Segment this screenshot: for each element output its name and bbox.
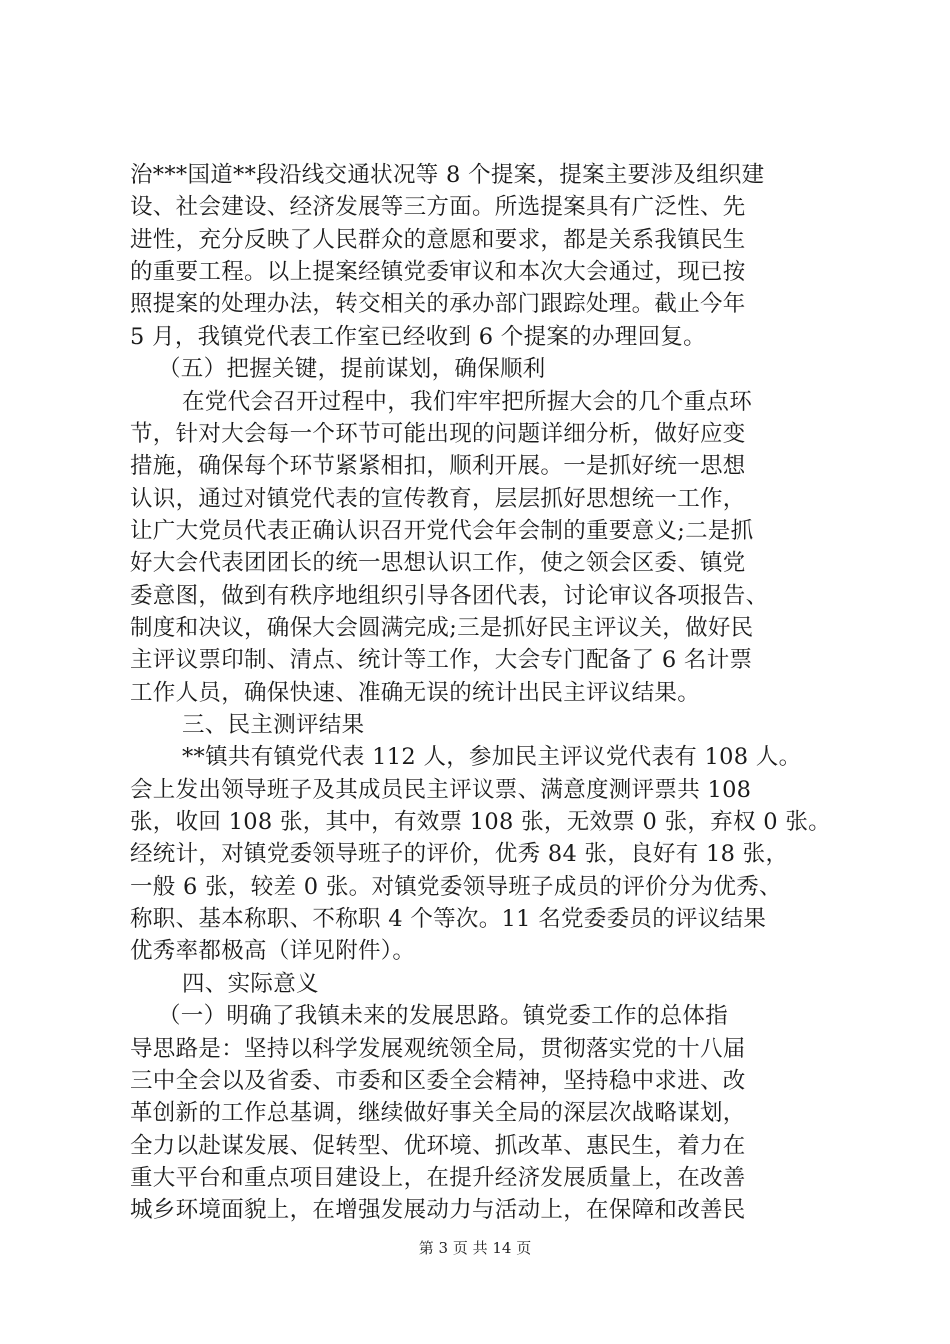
text-line: 导思路是：坚持以科学发展观统领全局，贯彻落实党的十八届 xyxy=(130,1035,746,1062)
text-line: 治***国道**段沿线交通状况等 8 个提案，提案主要涉及组织建 xyxy=(130,162,765,188)
text-line: 工作人员，确保快速、准确无误的统计出民主评议结果。 xyxy=(130,679,701,706)
text-line: 三、民主测评结果 xyxy=(182,712,365,738)
page-footer: 第 3 页 共 14 页 xyxy=(418,1239,532,1257)
text-line: 城乡环境面貌上，在增强发展动力与活动上，在保障和改善民 xyxy=(130,1197,746,1224)
text-line: 照提案的处理办法，转交相关的承办部门跟踪处理。截止今年 xyxy=(130,291,746,318)
text-line: 革创新的工作总基调，继续做好事关全局的深层次战略谋划， xyxy=(130,1100,746,1127)
text-line: 委意图，做到有秩序地组织引导各团代表，讨论审议各项报告、 xyxy=(130,582,769,609)
text-line: 好大会代表团团长的统一思想认识工作，使之领会区委、镇党 xyxy=(130,550,746,577)
text-line: 四、实际意义 xyxy=(182,970,319,997)
text-line: 全力以赴谋发展、促转型、优环境、抓改革、惠民生，着力在 xyxy=(130,1132,746,1159)
text-line: 在党代会召开过程中，我们牢牢把所握大会的几个重点环 xyxy=(182,388,753,415)
text-line: 节，针对大会每一个环节可能出现的问题详细分析，做好应变 xyxy=(130,420,746,447)
text-line: 一般 6 张，较差 0 张。对镇党委领导班子成员的评价分为优秀、 xyxy=(130,873,782,900)
text-line: 三中全会以及省委、市委和区委全会精神，坚持稳中求进、改 xyxy=(130,1067,746,1094)
text-line: 经统计，对镇党委领导班子的评价，优秀 84 张，良好有 18 张， xyxy=(130,841,789,868)
text-line: 优秀率都极高（详见附件）。 xyxy=(130,938,416,965)
text-line: 的重要工程。以上提案经镇党委审议和本次大会通过，现已按 xyxy=(130,259,746,286)
text-line: 称职、基本称职、不称职 4 个等次。11 名党委委员的评议结果 xyxy=(130,906,767,933)
text-line: 制度和决议，确保大会圆满完成;三是抓好民主评议关，做好民 xyxy=(130,614,754,641)
text-line: 会上发出领导班子及其成员民主评议票、满意度测评票共 108 xyxy=(130,776,752,803)
text-line: 主评议票印制、清点、统计等工作，大会专门配备了 6 名计票 xyxy=(130,647,753,674)
text-line: 认识，通过对镇党代表的宣传教育，层层抓好思想统一工作， xyxy=(130,485,746,512)
text-line: （一）明确了我镇未来的发展思路。镇党委工作的总体指 xyxy=(158,1003,729,1030)
text-line: 张，收回 108 张，其中，有效票 108 张，无效票 0 张，弃权 0 张。 xyxy=(130,809,831,835)
text-line: 措施，确保每个环节紧紧相扣，顺利开展。一是抓好统一思想 xyxy=(130,453,746,480)
text-line: 重大平台和重点项目建设上，在提升经济发展质量上，在改善 xyxy=(130,1164,746,1191)
text-line: 5 月，我镇党代表工作室已经收到 6 个提案的办理回复。 xyxy=(130,323,706,350)
text-line: 设、社会建设、经济发展等三方面。所选提案具有广泛性、先 xyxy=(130,194,746,221)
text-line: 让广大党员代表正确认识召开党代会年会制的重要意义;二是抓 xyxy=(130,517,754,544)
text-line: **镇共有镇党代表 112 人，参加民主评议党代表有 108 人。 xyxy=(182,744,802,771)
text-line: （五）把握关键，提前谋划，确保顺利 xyxy=(158,356,546,383)
text-line: 进性，充分反映了人民群众的意愿和要求，都是关系我镇民生 xyxy=(130,226,746,253)
